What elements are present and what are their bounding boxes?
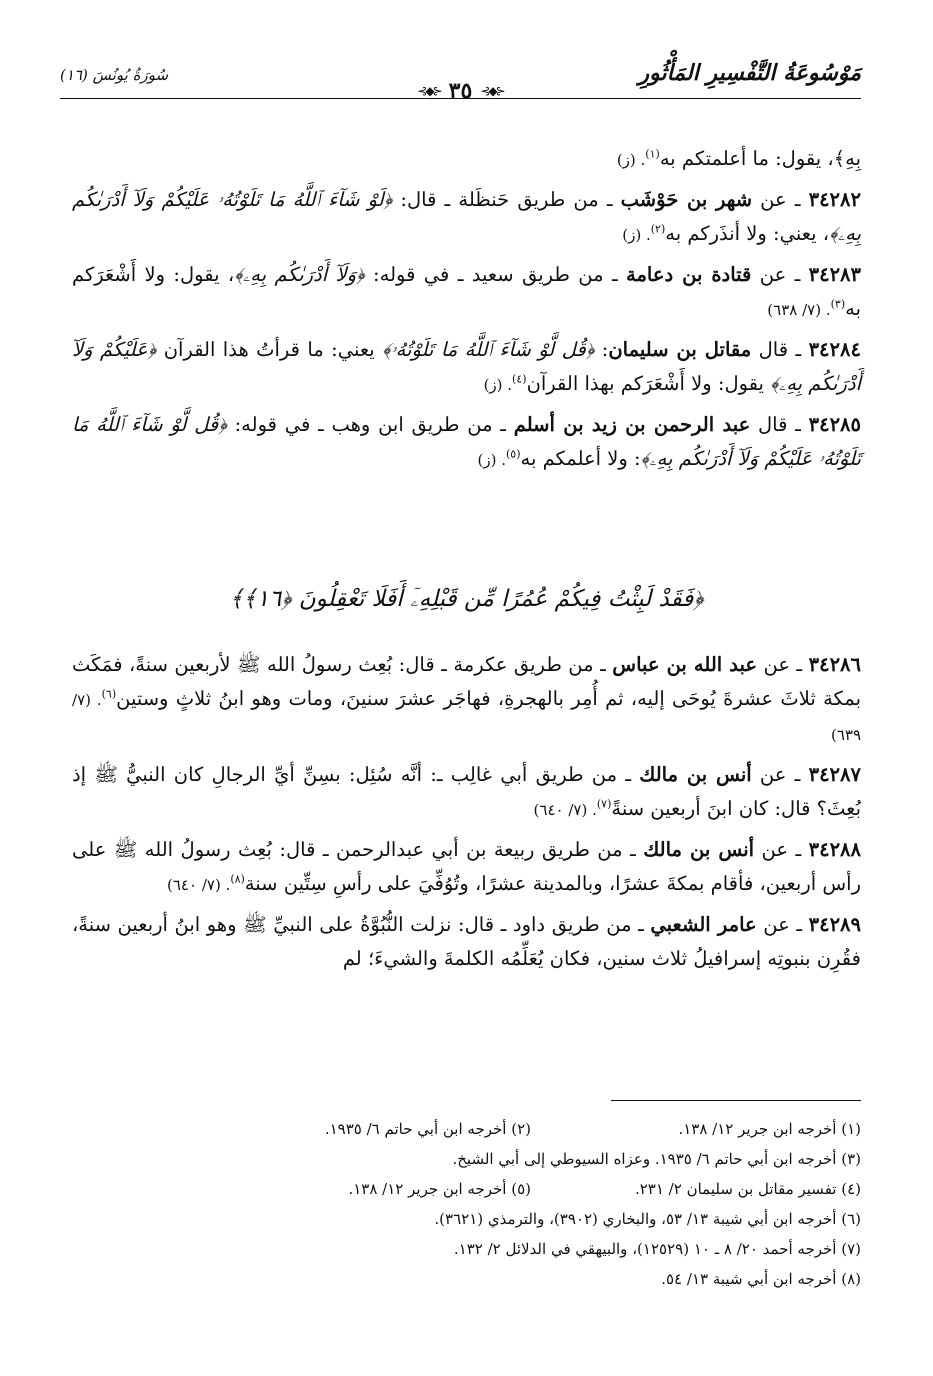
- footnote: (٥) أخرجه ابن جرير ١٢/ ١٣٨.: [348, 1180, 531, 1198]
- footnote-marker: (٦): [101, 687, 117, 701]
- footnote-marker: (٤): [512, 372, 527, 386]
- narrator-name: أنس بن مالك: [639, 763, 752, 786]
- quran-verse: ﴿عَلَيْكُمْ وَلَآ أَدْرَىٰكُم بِهِۦ﴾: [72, 338, 861, 395]
- footnote-row: [72, 1234, 861, 1264]
- narrator-name: قتادة بن دعامة: [626, 263, 752, 286]
- footnote-marker: (٧): [596, 797, 612, 811]
- page-header: [60, 58, 861, 102]
- footnote-row: [72, 1114, 861, 1144]
- footnote: (٧) أخرجه أحمد ٢٠/ ٨ ـ ١٠ (١٢٥٢٩)، والبيهقي في الدلائل ٢/ ١٣٢.: [453, 1240, 861, 1258]
- narrator-name: شهر بن حَوْشَب: [620, 188, 753, 211]
- ornament-icon: ⊰◆⊱: [417, 84, 441, 98]
- quran-verse: ﴿لَوْ شَآءَ ٱللَّهُ مَا تَلَوْتُهُۥ عَلَيْكُمْ وَلَآ أَدْرَىٰكُم بِهِۦ﴾: [72, 188, 861, 245]
- footnote-marker: (٣): [830, 297, 846, 311]
- surah-title: سُورَةُ يُونُسَ (١٦): [60, 66, 169, 84]
- footnote-rule: [611, 1100, 861, 1101]
- narrator-name: عبد الله بن عباس: [612, 653, 758, 676]
- footnote: (٦) أخرجه ابن أبي شيبة ١٣/ ٥٣، والبخاري (٣٩٠٢)، والترمذي (٣٦٢١).: [434, 1210, 861, 1228]
- entry-number: ٣٤٢٨٩: [808, 913, 861, 936]
- entry-34285: ٣٤٢٨٥ ـ قال عبد الرحمن بن زيد بن أسلم ـ من طريق ابن وهب ـ في قوله: ﴿قُل لَّوْ شَآءَ ٱللَّهُ مَا تَلَوْتُهُۥ عَلَيْكُمْ وَلَآ أَدْرَىٰكُم بِهِۦ﴾: ولا أعلمكم به$^{(٥)}$. (ز): [72, 413, 861, 470]
- footnote-row: [72, 1144, 861, 1174]
- footnote-row: [72, 1174, 861, 1204]
- quran-verse: ﴿قُل لَّوْ شَآءَ ٱللَّهُ مَا تَلَوْتُهُۥ﴾: [382, 338, 595, 361]
- entry-number: ٣٤٢٨٤: [808, 338, 861, 361]
- entry-34286: ٣٤٢٨٦ ـ عن عبد الله بن عباس ـ من طريق عكرمة ـ قال: بُعِث رسولُ الله ﷺ لأربعين سنةً، فمَكَث بمكة ثلاثَ عشرةَ يُوحَى إليه، ثم أُمِر بالهجرةِ، فهاجَر عشرَ سنينَ، ومات وهو ابنُ ثلاثٍ وستين$^{(٦)}$. (٧/ ٦٣٩): [72, 653, 862, 744]
- footnote: (٨) أخرجه ابن أبي شيبة ١٣/ ٥٤.: [661, 1270, 861, 1288]
- entry-number: ٣٤٢٨٢: [808, 188, 861, 211]
- footnote: (٣) أخرجه ابن أبي حاتم ٦/ ١٩٣٥. وعزاه السيوطي إلى أبي الشيخ.: [452, 1150, 861, 1168]
- entry-34283: ٣٤٢٨٣ ـ عن قتادة بن دعامة ـ من طريق سعيد ـ في قوله: ﴿وَلَآ أَدْرَىٰكُم بِهِۦ﴾، يقول: ولا أَشْعَرَكم به$^{(٣)}$. (٧/ ٦٣٨): [72, 263, 862, 320]
- entry-number: ٣٤٢٨٧: [808, 763, 861, 786]
- main-text-top: [72, 142, 861, 483]
- ornament-icon: ⊰◆⊱: [480, 84, 504, 98]
- footnote-row: [72, 1264, 861, 1294]
- footnote-marker: (٥): [505, 447, 521, 461]
- quran-verse: ﴿وَلَآ أَدْرَىٰكُم بِهِۦ﴾: [234, 263, 365, 286]
- entry-number: ٣٤٢٨٨: [808, 838, 861, 861]
- footnote: (١) أخرجه ابن جرير ١٢/ ١٣٨.: [678, 1120, 861, 1138]
- narrator-name: مقاتل بن سليمان: [608, 338, 752, 361]
- entry-34289: ٣٤٢٨٩ ـ عن عامر الشعبي ـ من طريق داود ـ قال: نزلت النُّبُوَّةُ على النبيِّ ﷺ وهو ابنُ أربعين سنةً، فقُرِن بنبوتِه إسرافيلُ ثلاث سنين، فكان يُعَلِّمُه الكلمةَ والشيءَ؛ لم: [72, 913, 861, 970]
- main-text-bottom: [72, 648, 861, 982]
- entry-number: ٣٤٢٨٦: [808, 653, 861, 676]
- footnote: (٢) أخرجه ابن أبي حاتم ٦/ ١٩٣٥.: [324, 1120, 531, 1138]
- footnote-row: [72, 1204, 861, 1234]
- ayah-heading: ﴿فَقَدْ لَبِثْتُ فِيكُمْ عُمُرًا مِّن قَبْلِهِۦٓ أَفَلَا تَعْقِلُونَ ﴿١٦﴾﴾: [229, 586, 704, 612]
- page-number: ٣٥: [448, 78, 473, 104]
- entry-number: ٣٤٢٨٥: [808, 413, 861, 436]
- narrator-name: أنس بن مالك: [643, 838, 755, 861]
- narrator-name: عامر الشعبي: [650, 913, 757, 936]
- narrator-name: عبد الرحمن بن زيد بن أسلم: [513, 413, 751, 436]
- entry-number: ٣٤٢٨٣: [808, 263, 862, 286]
- page-number-block: [417, 78, 503, 104]
- entry-34288: ٣٤٢٨٨ ـ عن أنس بن مالك ـ من طريق ربيعة بن أبي عبدالرحمن ـ قال: بُعِث رسولُ الله ﷺ على رأس أربعين، فأقام بمكةَ عشرًا، وبالمدينة عشرًا، وتُوُفِّيَ على رأسِ سِتِّين سنة$^{(٨)}$. (٧/ ٦٤٠): [72, 838, 861, 895]
- entry-34284: ٣٤٢٨٤ ـ قال مقاتل بن سليمان: ﴿قُل لَّوْ شَآءَ ٱللَّهُ مَا تَلَوْتُهُۥ﴾ يعني: ما قرأتُ هذا القرآن ﴿عَلَيْكُمْ وَلَآ أَدْرَىٰكُم بِهِۦ﴾ يقول: ولا أَشْعَرَكم بهذا القرآن$^{(٤)}$. (ز): [72, 338, 861, 395]
- header-rule: [60, 98, 861, 99]
- footnote-marker: (٨): [230, 872, 245, 886]
- footnote-marker: (٢): [650, 222, 666, 236]
- entry-continuation: بِهِ﴾، يقول: ما أعلمتكم به$^{(١)}$. (ز): [616, 147, 861, 170]
- quran-verse: ﴿قُل لَّوْ شَآءَ ٱللَّهُ مَا تَلَوْتُهُۥ عَلَيْكُمْ وَلَآ أَدْرَىٰكُم بِهِۦ﴾: [72, 413, 861, 470]
- footnotes: [72, 1114, 861, 1294]
- entry-34287: ٣٤٢٨٧ ـ عن أنس بن مالك ـ من طريق أبي غالِب ـ: أنَّه سُئِل: بسِنِّ أيِّ الرجالِ كان النبيُّ ﷺ إذ بُعِثَ؟ قال: كان ابنَ أربعين سنةً$^{(٧)}$. (٧/ ٦٤٠): [72, 763, 861, 820]
- entry-34282: ٣٤٢٨٢ ـ عن شهر بن حَوْشَب ـ من طريق حَنظَلة ـ قال: ﴿لَوْ شَآءَ ٱللَّهُ مَا تَلَوْتُهُۥ عَلَيْكُمْ وَلَآ أَدْرَىٰكُم بِهِۦ﴾، يعني: ولا أنذَركم به$^{(٢)}$. (ز): [72, 188, 861, 245]
- footnote: (٤) تفسير مقاتل بن سليمان ٢/ ٢٣١.: [634, 1180, 861, 1198]
- book-title: مَوْسُوعَةُ التَّفْسِيرِ المَأْثُورِ: [638, 60, 861, 86]
